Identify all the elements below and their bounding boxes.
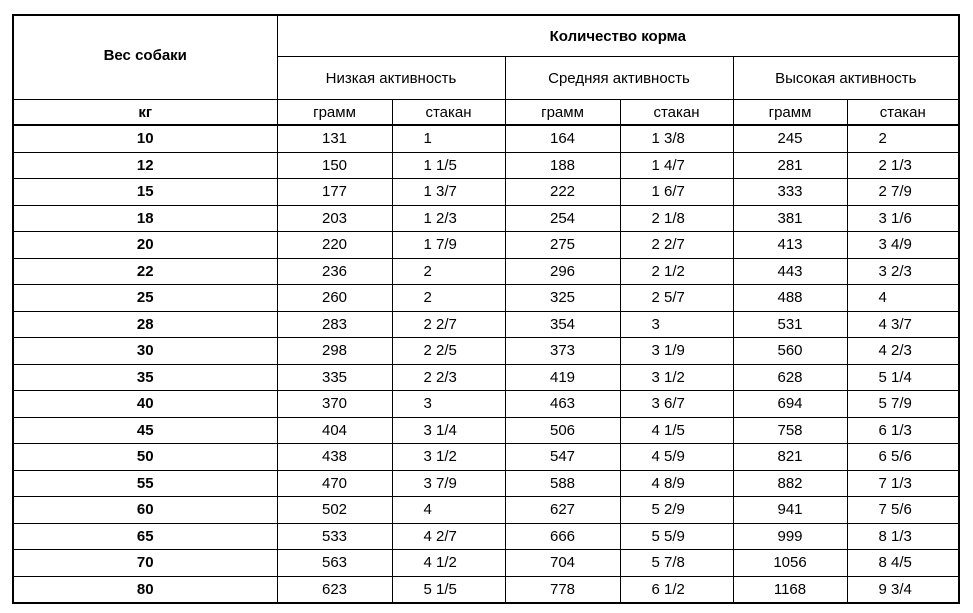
medium-gram-cell: 627 <box>505 497 620 524</box>
high-gram-cell: 941 <box>733 497 847 524</box>
low-cup-cell: 2 <box>392 285 505 312</box>
high-cup-cell: 3 4/9 <box>847 232 959 259</box>
high-cup-cell: 8 4/5 <box>847 550 959 577</box>
table-row <box>13 205 959 232</box>
header-row-top <box>13 15 959 57</box>
medium-cup-cell: 6 1/2 <box>620 576 733 603</box>
high-cup-cell: 7 5/6 <box>847 497 959 524</box>
amount-header: Количество корма <box>277 15 959 57</box>
low-gram-cell: 236 <box>277 258 392 285</box>
weight-cell: 25 <box>13 285 277 312</box>
weight-cell: 55 <box>13 470 277 497</box>
weight-cell: 18 <box>13 205 277 232</box>
activity-header-low: Низкая активность <box>277 57 505 100</box>
low-cup-cell: 3 1/2 <box>392 444 505 471</box>
high-gram-cell: 531 <box>733 311 847 338</box>
high-cup-cell: 6 1/3 <box>847 417 959 444</box>
low-gram-cell: 335 <box>277 364 392 391</box>
table-body <box>13 125 959 603</box>
high-cup-cell: 5 7/9 <box>847 391 959 418</box>
medium-gram-cell: 188 <box>505 152 620 179</box>
weight-cell: 15 <box>13 179 277 206</box>
high-gram-cell: 694 <box>733 391 847 418</box>
low-cup-cell: 4 1/2 <box>392 550 505 577</box>
table-row <box>13 391 959 418</box>
medium-gram-cell: 666 <box>505 523 620 550</box>
medium-gram-cell: 296 <box>505 258 620 285</box>
high-cup-cell: 4 <box>847 285 959 312</box>
high-cup-cell: 4 2/3 <box>847 338 959 365</box>
medium-gram-cell: 778 <box>505 576 620 603</box>
table-row <box>13 497 959 524</box>
unit-gram-low: грамм <box>277 100 392 126</box>
low-cup-cell: 1 3/7 <box>392 179 505 206</box>
units-row <box>13 100 959 126</box>
high-gram-cell: 333 <box>733 179 847 206</box>
medium-gram-cell: 419 <box>505 364 620 391</box>
low-cup-cell: 1 7/9 <box>392 232 505 259</box>
weight-cell: 28 <box>13 311 277 338</box>
table-row <box>13 125 959 152</box>
medium-gram-cell: 463 <box>505 391 620 418</box>
table-row <box>13 417 959 444</box>
unit-kg: кг <box>13 100 277 126</box>
low-cup-cell: 1 2/3 <box>392 205 505 232</box>
table-row <box>13 523 959 550</box>
low-cup-cell: 3 7/9 <box>392 470 505 497</box>
feeding-table-container <box>12 14 958 604</box>
medium-gram-cell: 254 <box>505 205 620 232</box>
low-cup-cell: 2 <box>392 258 505 285</box>
weight-cell: 40 <box>13 391 277 418</box>
high-cup-cell: 2 <box>847 125 959 152</box>
activity-header-high: Высокая активность <box>733 57 959 100</box>
low-gram-cell: 370 <box>277 391 392 418</box>
table-row <box>13 444 959 471</box>
low-gram-cell: 203 <box>277 205 392 232</box>
low-gram-cell: 404 <box>277 417 392 444</box>
medium-cup-cell: 4 8/9 <box>620 470 733 497</box>
low-gram-cell: 260 <box>277 285 392 312</box>
high-gram-cell: 381 <box>733 205 847 232</box>
low-cup-cell: 3 <box>392 391 505 418</box>
high-gram-cell: 281 <box>733 152 847 179</box>
low-cup-cell: 4 <box>392 497 505 524</box>
low-gram-cell: 298 <box>277 338 392 365</box>
low-gram-cell: 502 <box>277 497 392 524</box>
high-cup-cell: 5 1/4 <box>847 364 959 391</box>
low-gram-cell: 220 <box>277 232 392 259</box>
low-cup-cell: 4 2/7 <box>392 523 505 550</box>
low-cup-cell: 2 2/3 <box>392 364 505 391</box>
weight-cell: 60 <box>13 497 277 524</box>
medium-cup-cell: 2 1/2 <box>620 258 733 285</box>
weight-cell: 22 <box>13 258 277 285</box>
medium-cup-cell: 5 5/9 <box>620 523 733 550</box>
medium-cup-cell: 5 7/8 <box>620 550 733 577</box>
medium-gram-cell: 506 <box>505 417 620 444</box>
high-gram-cell: 413 <box>733 232 847 259</box>
high-gram-cell: 1168 <box>733 576 847 603</box>
weight-cell: 65 <box>13 523 277 550</box>
table-row <box>13 364 959 391</box>
unit-gram-medium: грамм <box>505 100 620 126</box>
high-gram-cell: 560 <box>733 338 847 365</box>
table-row <box>13 576 959 603</box>
medium-cup-cell: 4 5/9 <box>620 444 733 471</box>
low-cup-cell: 3 1/4 <box>392 417 505 444</box>
medium-gram-cell: 164 <box>505 125 620 152</box>
high-gram-cell: 1056 <box>733 550 847 577</box>
low-gram-cell: 131 <box>277 125 392 152</box>
medium-gram-cell: 275 <box>505 232 620 259</box>
unit-gram-high: грамм <box>733 100 847 126</box>
low-gram-cell: 623 <box>277 576 392 603</box>
unit-cup-high: стакан <box>847 100 959 126</box>
weight-cell: 45 <box>13 417 277 444</box>
table-row <box>13 152 959 179</box>
low-cup-cell: 2 2/7 <box>392 311 505 338</box>
medium-gram-cell: 547 <box>505 444 620 471</box>
table-row <box>13 338 959 365</box>
table-row <box>13 470 959 497</box>
low-cup-cell: 1 1/5 <box>392 152 505 179</box>
weight-cell: 70 <box>13 550 277 577</box>
weight-cell: 80 <box>13 576 277 603</box>
weight-header: Вес собаки <box>13 15 277 100</box>
medium-gram-cell: 325 <box>505 285 620 312</box>
feeding-table <box>12 14 960 604</box>
medium-cup-cell: 4 1/5 <box>620 417 733 444</box>
medium-cup-cell: 3 <box>620 311 733 338</box>
medium-cup-cell: 3 1/2 <box>620 364 733 391</box>
medium-gram-cell: 704 <box>505 550 620 577</box>
activity-header-medium: Средняя активность <box>505 57 733 100</box>
medium-cup-cell: 5 2/9 <box>620 497 733 524</box>
high-cup-cell: 3 1/6 <box>847 205 959 232</box>
medium-gram-cell: 373 <box>505 338 620 365</box>
high-cup-cell: 3 2/3 <box>847 258 959 285</box>
medium-cup-cell: 2 2/7 <box>620 232 733 259</box>
high-cup-cell: 8 1/3 <box>847 523 959 550</box>
low-gram-cell: 563 <box>277 550 392 577</box>
low-gram-cell: 283 <box>277 311 392 338</box>
low-gram-cell: 438 <box>277 444 392 471</box>
table-row <box>13 285 959 312</box>
low-cup-cell: 2 2/5 <box>392 338 505 365</box>
low-gram-cell: 150 <box>277 152 392 179</box>
medium-cup-cell: 1 6/7 <box>620 179 733 206</box>
table-row <box>13 258 959 285</box>
unit-cup-low: стакан <box>392 100 505 126</box>
high-gram-cell: 758 <box>733 417 847 444</box>
high-gram-cell: 882 <box>733 470 847 497</box>
high-gram-cell: 628 <box>733 364 847 391</box>
high-gram-cell: 245 <box>733 125 847 152</box>
weight-cell: 50 <box>13 444 277 471</box>
weight-cell: 12 <box>13 152 277 179</box>
table-row <box>13 179 959 206</box>
weight-cell: 20 <box>13 232 277 259</box>
low-cup-cell: 5 1/5 <box>392 576 505 603</box>
high-cup-cell: 2 1/3 <box>847 152 959 179</box>
high-gram-cell: 488 <box>733 285 847 312</box>
medium-cup-cell: 3 1/9 <box>620 338 733 365</box>
medium-gram-cell: 354 <box>505 311 620 338</box>
table-row <box>13 550 959 577</box>
low-cup-cell: 1 <box>392 125 505 152</box>
table-row <box>13 311 959 338</box>
medium-cup-cell: 1 4/7 <box>620 152 733 179</box>
high-cup-cell: 7 1/3 <box>847 470 959 497</box>
unit-cup-medium: стакан <box>620 100 733 126</box>
high-gram-cell: 443 <box>733 258 847 285</box>
low-gram-cell: 533 <box>277 523 392 550</box>
high-gram-cell: 821 <box>733 444 847 471</box>
high-gram-cell: 999 <box>733 523 847 550</box>
high-cup-cell: 2 7/9 <box>847 179 959 206</box>
medium-cup-cell: 3 6/7 <box>620 391 733 418</box>
table-row <box>13 232 959 259</box>
medium-cup-cell: 1 3/8 <box>620 125 733 152</box>
medium-gram-cell: 222 <box>505 179 620 206</box>
low-gram-cell: 177 <box>277 179 392 206</box>
medium-cup-cell: 2 1/8 <box>620 205 733 232</box>
medium-cup-cell: 2 5/7 <box>620 285 733 312</box>
medium-gram-cell: 588 <box>505 470 620 497</box>
high-cup-cell: 6 5/6 <box>847 444 959 471</box>
weight-cell: 30 <box>13 338 277 365</box>
weight-cell: 10 <box>13 125 277 152</box>
high-cup-cell: 9 3/4 <box>847 576 959 603</box>
low-gram-cell: 470 <box>277 470 392 497</box>
weight-cell: 35 <box>13 364 277 391</box>
high-cup-cell: 4 3/7 <box>847 311 959 338</box>
